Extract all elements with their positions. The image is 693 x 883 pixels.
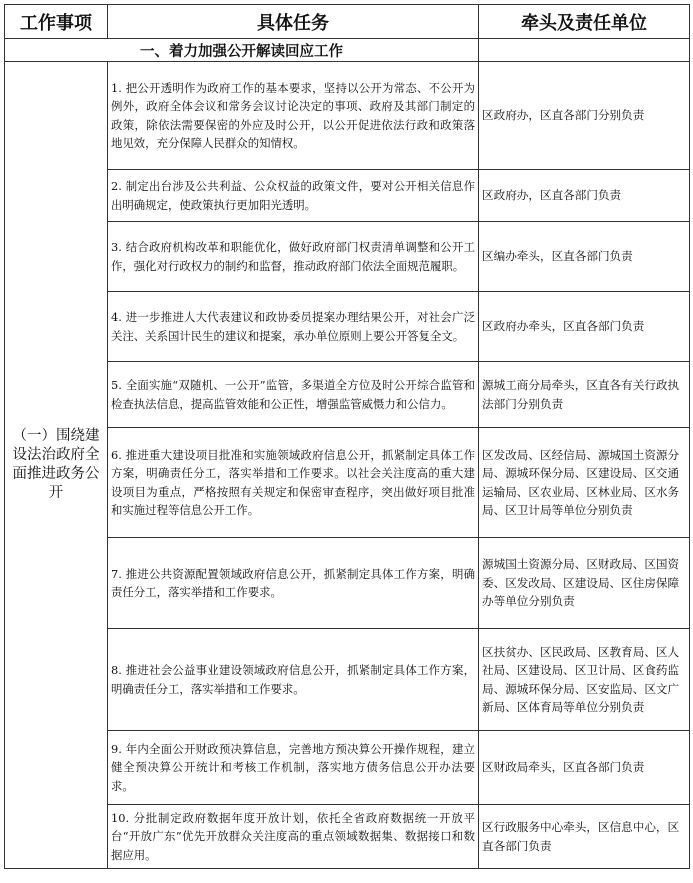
header-work-item: 工作事项 [5,5,108,39]
header-specific-task: 具体任务 [108,5,479,39]
header-responsible-unit: 牵头及责任单位 [479,5,690,39]
task-cell: 9. 年内全面公开财政预决算信息，完善地方预决算公开操作规程，建立健全预决算公开统计和考核工作机制，落实地方债务信息公开办法要求。 [108,731,479,805]
table-row [5,805,690,869]
task-table [4,4,690,869]
unit-cell: 区政府办，区直各部门分别负责 [479,62,690,170]
table-row [5,362,690,428]
table-row [5,428,690,538]
task-cell: 2. 制定出台涉及公共利益、公众权益的政策文件，要对公开相关信息作出明确规定，使政策执行更加阳光透明。 [108,170,479,222]
unit-cell: 区行政服务中心牵头，区信息中心，区直各部门负责 [479,805,690,869]
task-cell: 7. 推进公共资源配置领域政府信息公开，抓紧制定具体工作方案，明确责任分工，落实举措和工作要求。 [108,538,479,629]
table-row [5,629,690,731]
unit-cell: 区编办牵头，区直各部门负责 [479,222,690,292]
table-row [5,538,690,629]
task-cell: 6. 推进重大建设项目批准和实施领域政府信息公开，抓紧制定具体工作方案，明确责任分工，落实举措和工作要求。以社会关注度高的重大建设项目为重点，严格按照有关规定和保密审查程序，突出做好项目批准和实施过程等信息公开工作。 [108,428,479,538]
section-empty-cell [479,39,690,62]
table-row [5,222,690,292]
unit-cell: 区政府办牵头，区直各部门负责 [479,292,690,362]
section-title: 一、着力加强公开解读回应工作 [5,39,479,62]
task-cell: 8. 推进社会公益事业建设领域政府信息公开，抓紧制定具体工作方案，明确责任分工，落实举措和工作要求。 [108,629,479,731]
unit-cell: 区扶贫办、区民政局、区教育局、区人社局、区建设局、区卫计局、区食药监局、源城环保分局、区安监局、区文广新局、区体育局等单位分别负责 [479,629,690,731]
unit-cell: 源城国土资源分局、区财政局、区国资委、区发改局、区建设局、区住房保障办等单位分别负责 [479,538,690,629]
category-cell: （一）围绕建设法治政府全面推进政务公开 [5,62,108,869]
task-cell: 4. 进一步推进人大代表建议和政协委员提案办理结果公开，对社会广泛关注、关系国计民生的建议和提案，承办单位原则上要公开答复全文。 [108,292,479,362]
unit-cell: 区财政局牵头，区直各部门负责 [479,731,690,805]
task-cell: 1. 把公开透明作为政府工作的基本要求，坚持以公开为常态、不公开为例外，政府全体会议和常务会议讨论决定的事项、政府及其部门制定的政策，除依法需要保密的外应及时公开，以公开促进依法行政和政策落地见效，充分保障人民群众的知情权。 [108,62,479,170]
table-row [5,731,690,805]
header-row [5,5,690,39]
task-cell: 10. 分批制定政府数据年度开放计划，依托全省政府数据统一开放平台“开放广东”优先开放群众关注度高的重点领域数据集、数据接口和数据应用。 [108,805,479,869]
unit-cell: 区政府办，区直各部门负责 [479,170,690,222]
table-row [5,292,690,362]
table-row [5,62,690,170]
task-cell: 5. 全面实施“双随机、一公开”监管，多渠道全方位及时公开综合监管和检查执法信息，提高监管效能和公正性，增强监管威慑力和公信力。 [108,362,479,428]
table-row [5,170,690,222]
unit-cell: 源城工商分局牵头，区直各有关行政执法部门分别负责 [479,362,690,428]
unit-cell: 区发改局、区经信局、源城国土资源分局、源城环保分局、区建设局、区交通运输局、区农业局、区林业局、区水务局、区卫计局等单位分别负责 [479,428,690,538]
section-row [5,39,690,62]
task-cell: 3. 结合政府机构改革和职能优化，做好政府部门权责清单调整和公开工作，强化对行政权力的制约和监督，推动政府部门依法全面规范履职。 [108,222,479,292]
